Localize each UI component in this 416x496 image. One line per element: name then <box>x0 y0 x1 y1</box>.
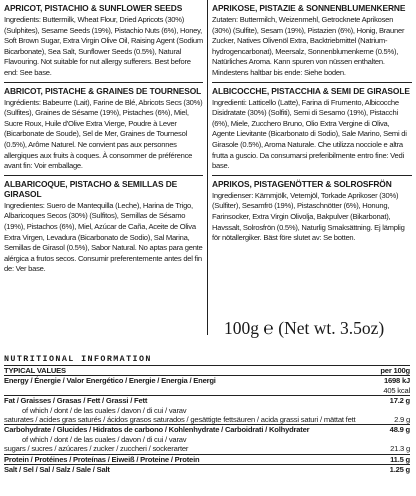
ingredients-text: Zutaten: Buttermilch, Weizenmehl, Getrocknete Aprikosen (30%) (Sulfite), Sesam (19%), Pistazien (6%), Honig, Brauner Zucker, Natives Olivenöl Extra, Backtriebmittel (Natrium-hydrogencarbonat), Meersalz, Sonnenblumenkerne (0.5%), Natürliches Aroma. Kann spuren von nüssen enthalten. Mindestens haltbar bis ende: Siehe boden. <box>212 15 405 77</box>
nutrient-label: Fat / Graisses / Grasas / Fett / Grassi / Fett <box>4 396 148 406</box>
nutrient-value: 1698 kJ <box>383 376 410 386</box>
nutrition-row <box>4 435 410 444</box>
nutrition-row <box>4 454 410 464</box>
nutrition-header-value: per 100g <box>380 366 410 375</box>
nutrient-label: saturates / acides gras saturés / ácidos grasos saturados / gesättigte fettsäuren / acida grassi saturi / mättat fett <box>4 415 356 425</box>
ingredient-section <box>4 176 203 278</box>
ingredients-text: Ingredientes: Suero de Mantequilla (Leche), Harina de Trigo, Albaricoques Secos (30%) (Sulfitos), Semillas de Sésamo (19%), Pistachos (6%), Miel, Azúcar de Caña, Aceite de Oliva Extra Virgen, Levadura (Bicarbonato de Sodio), Sal Marina, Semillas de Girasol (0.5%), Sabor Natural. No aptas para gente alérgica a frutos secos. Consumir preferentemente antes del fin de: Ver base. <box>4 200 203 274</box>
nutrient-label: of which / dont / de las cuales / davon / di cui / varav <box>22 405 187 415</box>
nutrition-title: NUTRITIONAL INFORMATION <box>4 354 410 366</box>
nutrition-row <box>4 415 410 425</box>
nutrient-value: 2.9 g <box>394 415 410 425</box>
ingredients-text: Ingredients: Buttermilk, Wheat Flour, Dried Apricots (30%) (Sulphites), Sesame Seeds (19%), Pistachio Nuts (6%), Honey, Soft Brown Sugar, Extra Virgin Olive Oil, Raising Agent (Sodium Bicarbonate), Sea Salt, Sunflower Seeds (0.5%), Natural Flavouring. Not suitable for nut allergy sufferers. Best before end: See base. <box>4 15 203 77</box>
nutrient-value: 48.9 g <box>378 425 410 435</box>
section-title: ALBICOCCHE, PISTACCHIA & SEMI DE GIRASOLE <box>212 85 410 96</box>
nutrition-row <box>4 444 410 454</box>
nutrient-value <box>378 435 410 444</box>
section-title: ALBARICOQUE, PISTACHO & SEMILLAS DE GIRASOL <box>4 178 178 199</box>
ingredients-column-left <box>0 0 208 335</box>
ingredient-section <box>4 83 203 176</box>
ingredient-section <box>212 0 412 83</box>
ingredients-text: Ingredienti: Latticello (Latte), Farina di Frumento, Albicocche Disidratate (30%) (Solfiti), Semi di Sesamo (19%), Pistacchi (6%), Miele, Zucchero Bruno, Olio Extra Vergine di Oliva, Agente Lievitante (Bicarbonato di Sodio), Sale Marino, Semi di Girasole (0.5%), Aroma Naturale. Che utilizza nocciole e altra frutta a guscio. Da consumarsi preferibilmente entro fine: Vedi base. <box>212 97 407 171</box>
nutrition-row <box>4 425 410 435</box>
section-title: APRIKOS, PISTAGENÖTTER & SOLROSFRÖN <box>212 178 392 189</box>
nutrient-label: of which / dont / de las cuales / davon / di cui / varav <box>22 434 187 444</box>
nutrient-label: sugars / sucres / azúcares / zucker / zuccheri / sockerarter <box>4 444 378 454</box>
nutrient-value: 405 kcal <box>378 386 410 396</box>
ingredients-column-right <box>208 0 416 335</box>
nutrition-table <box>4 366 410 474</box>
section-title: APRICOT, PISTACHIO & SUNFLOWER SEEDS <box>4 3 183 13</box>
nutrition-header-label: TYPICAL VALUES <box>4 366 378 376</box>
nutrition-row <box>4 376 410 386</box>
ingredients-text: Ingredienser: Kärnmjölk, Vetemjöl, Torkade Aprikoser (30%) (Sulfiter), Sesamfrö (19%), Pistaschnötter (6%), Honung, Farinsocker, Extra Virgin Olivolja, Bakpulver (Bikarbonat), Havssalt, Solrosfrön (0.5%), Naturlig Smaksättning. Ej lämplig för nötallergiker. Bäst före slutet av: Se botten. <box>212 190 405 243</box>
nutrition-row <box>4 406 410 415</box>
nutrition-header-row <box>4 366 410 376</box>
ingredient-section <box>212 83 412 176</box>
nutrient-value: 21.3 g <box>378 444 410 454</box>
nutrient-value: 1.25 g <box>389 465 410 475</box>
nutrient-value: 11.5 g <box>378 454 410 464</box>
section-title: APRIKOSE, PISTAZIE & SONNENBLUMENKERNE <box>212 3 406 13</box>
ingredients-text: Ingrédients: Babeurre (Lait), Farine de Blé, Abricots Secs (30%) (Sulfites), Graines de Sésame (19%), Pistaches (6%), Miel, Sucre Roux, Huile d'Olive Extra Vierge, Poudre à Lever (Bicarbonate de Soude), Sel de Mer, Graines de Tournesol (0.5%), Arôme Naturel. Ne convient pas aux personnes allergiques aux fruits à coques. À consommer de préférence avant fin: Voir emballage. <box>4 97 203 171</box>
nutrient-label <box>4 386 378 396</box>
nutrition-row <box>4 465 410 475</box>
section-title: ABRICOT, PISTACHE & GRAINES DE TOURNESOL <box>4 85 202 96</box>
nutrient-value: 17.2 g <box>389 396 410 406</box>
nutrition-panel <box>4 354 410 474</box>
nutrient-label: Energy / Énergie / Valor Energético / Energie / Energia / Energi <box>4 376 216 386</box>
nutrient-value <box>378 406 410 415</box>
nutrition-row <box>4 396 410 406</box>
nutrient-label: Protein / Protéines / Proteínas / Eiweiß / Proteine / Protein <box>4 454 378 464</box>
ingredient-section <box>4 0 203 83</box>
nutrition-row <box>4 386 410 396</box>
nutrient-label: Carbohydrate / Glucides / Hidratos de carbono / Kohlenhydrate / Carboidrati / Kolhydrater <box>4 425 378 435</box>
ingredient-section <box>212 176 412 247</box>
nutrient-label: Salt / Sel / Sal / Salz / Sale / Salt <box>4 465 110 475</box>
net-weight: 100g ℮ (Net wt. 3.5oz) <box>224 318 385 338</box>
